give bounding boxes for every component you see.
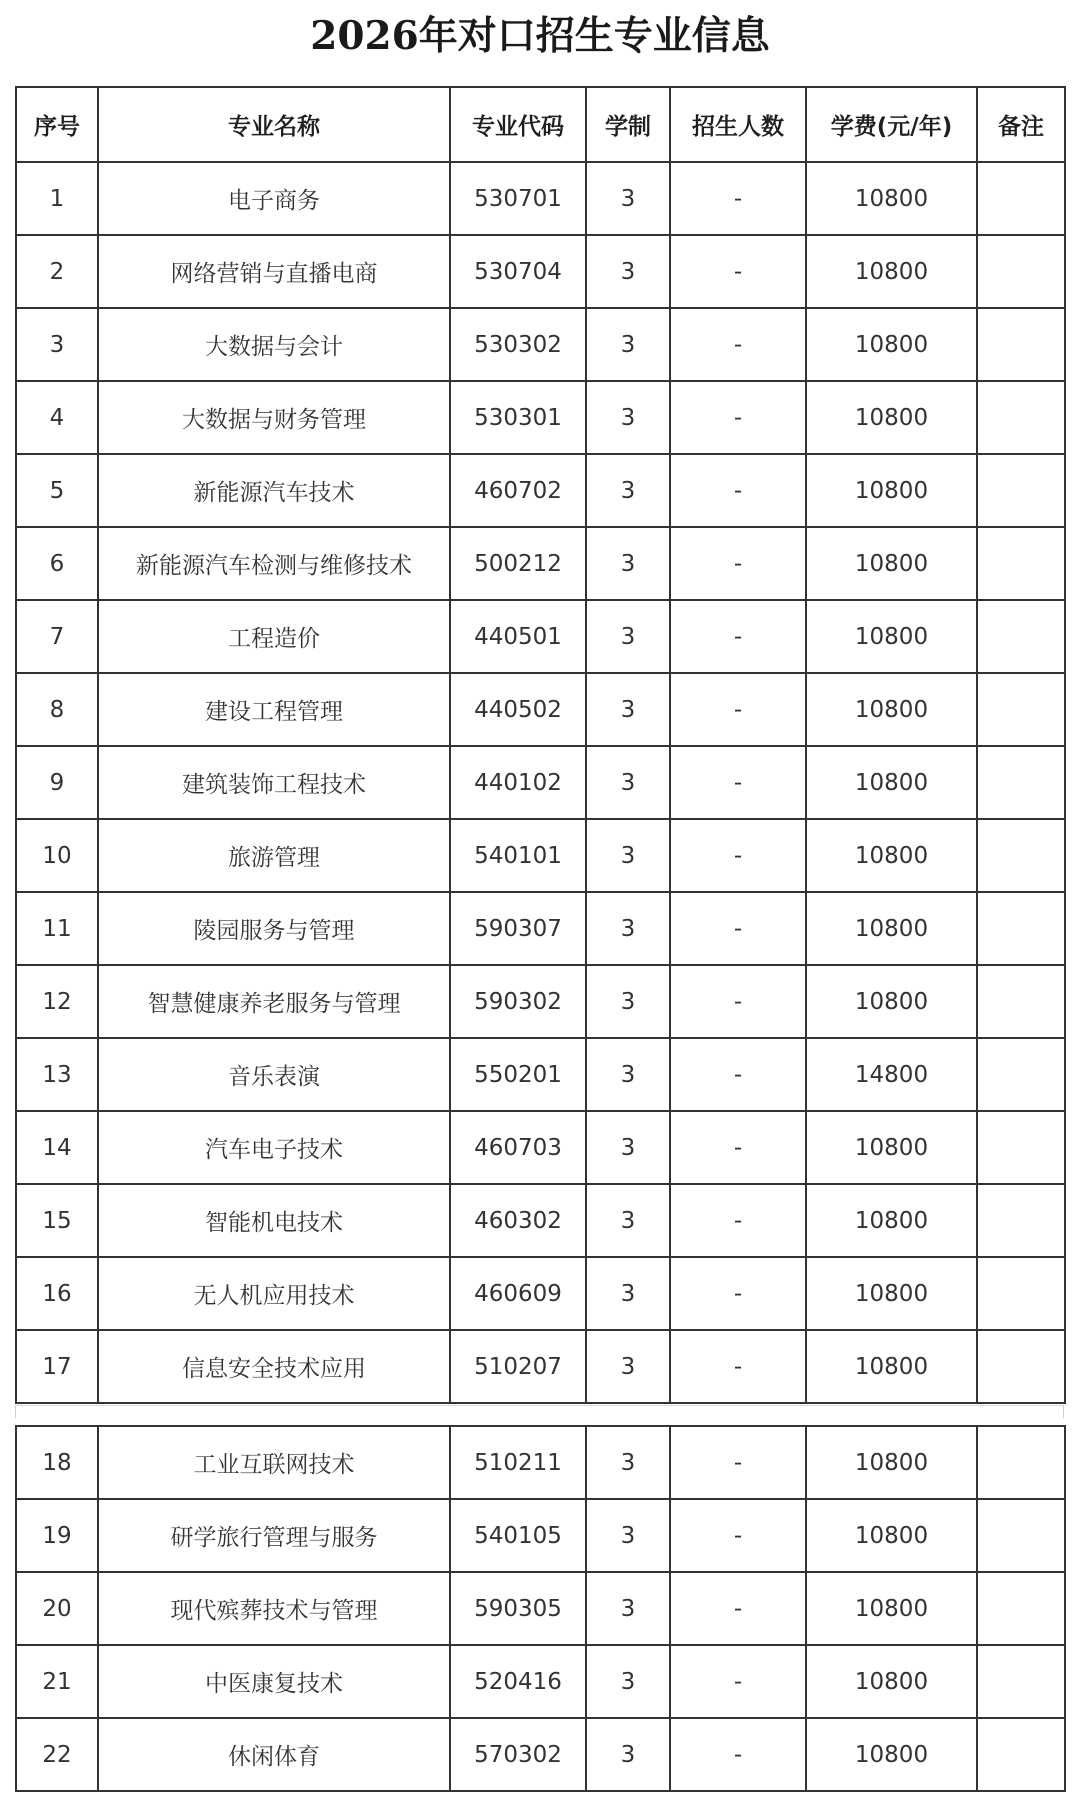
cell-note [977, 381, 1065, 454]
cell-years: 3 [586, 1572, 670, 1645]
cell-enrollment: - [670, 965, 806, 1038]
cell-major-name: 音乐表演 [98, 1038, 450, 1111]
cell-tuition: 10800 [806, 162, 977, 235]
cell-no: 4 [16, 381, 98, 454]
cell-note [977, 965, 1065, 1038]
table-row [16, 1038, 1065, 1111]
cell-major-code: 440501 [450, 600, 586, 673]
cell-major-name: 现代殡葬技术与管理 [98, 1572, 450, 1645]
table-row [16, 1426, 1065, 1499]
page-break-mark [15, 1406, 16, 1418]
cell-enrollment: - [670, 1184, 806, 1257]
cell-major-name: 智能机电技术 [98, 1184, 450, 1257]
cell-years: 3 [586, 1184, 670, 1257]
cell-major-code: 460702 [450, 454, 586, 527]
header-cell-enroll: 招生人数 [670, 87, 806, 162]
cell-major-code: 590307 [450, 892, 586, 965]
cell-enrollment: - [670, 1257, 806, 1330]
table-row [16, 1718, 1065, 1791]
header-cell-years: 学制 [586, 87, 670, 162]
header-cell-name: 专业名称 [98, 87, 450, 162]
cell-note [977, 1426, 1065, 1499]
cell-tuition: 10800 [806, 1184, 977, 1257]
page-title: 2026年对口招生专业信息 [310, 13, 770, 59]
cell-enrollment: - [670, 892, 806, 965]
cell-major-name: 网络营销与直播电商 [98, 235, 450, 308]
cell-no: 16 [16, 1257, 98, 1330]
table-row [16, 892, 1065, 965]
cell-years: 3 [586, 600, 670, 673]
cell-major-code: 520416 [450, 1645, 586, 1718]
cell-no: 1 [16, 162, 98, 235]
cell-enrollment: - [670, 1111, 806, 1184]
cell-tuition: 10800 [806, 600, 977, 673]
cell-years: 3 [586, 1645, 670, 1718]
cell-tuition: 10800 [806, 673, 977, 746]
cell-no: 22 [16, 1718, 98, 1791]
table-row [16, 381, 1065, 454]
cell-major-code: 530704 [450, 235, 586, 308]
cell-years: 3 [586, 1111, 670, 1184]
cell-note [977, 308, 1065, 381]
cell-tuition: 14800 [806, 1038, 977, 1111]
header-cell-fee: 学费(元/年) [806, 87, 977, 162]
cell-tuition: 10800 [806, 1257, 977, 1330]
cell-no: 7 [16, 600, 98, 673]
cell-no: 6 [16, 527, 98, 600]
cell-tuition: 10800 [806, 527, 977, 600]
cell-note [977, 1038, 1065, 1111]
cell-major-name: 陵园服务与管理 [98, 892, 450, 965]
table-row [16, 965, 1065, 1038]
cell-years: 3 [586, 892, 670, 965]
cell-note [977, 1645, 1065, 1718]
cell-major-code: 460703 [450, 1111, 586, 1184]
table-row [16, 1111, 1065, 1184]
cell-enrollment: - [670, 1572, 806, 1645]
cell-no: 13 [16, 1038, 98, 1111]
cell-note [977, 1572, 1065, 1645]
table-row [16, 1184, 1065, 1257]
cell-years: 3 [586, 527, 670, 600]
cell-note [977, 600, 1065, 673]
cell-major-name: 建设工程管理 [98, 673, 450, 746]
cell-tuition: 10800 [806, 1645, 977, 1718]
header-cell-code: 专业代码 [450, 87, 586, 162]
table-row [16, 1645, 1065, 1718]
cell-tuition: 10800 [806, 965, 977, 1038]
table-row [16, 673, 1065, 746]
cell-years: 3 [586, 381, 670, 454]
cell-note [977, 1718, 1065, 1791]
cell-enrollment: - [670, 746, 806, 819]
cell-major-name: 电子商务 [98, 162, 450, 235]
cell-major-name: 旅游管理 [98, 819, 450, 892]
cell-no: 14 [16, 1111, 98, 1184]
table-row [16, 819, 1065, 892]
cell-no: 18 [16, 1426, 98, 1499]
cell-note [977, 1111, 1065, 1184]
majors-table-continued [15, 1425, 1066, 1792]
cell-major-name: 大数据与会计 [98, 308, 450, 381]
cell-enrollment: - [670, 308, 806, 381]
cell-major-name: 研学旅行管理与服务 [98, 1499, 450, 1572]
cell-major-code: 510211 [450, 1426, 586, 1499]
cell-years: 3 [586, 965, 670, 1038]
cell-major-name: 信息安全技术应用 [98, 1330, 450, 1403]
cell-tuition: 10800 [806, 308, 977, 381]
table-row [16, 1330, 1065, 1403]
cell-no: 19 [16, 1499, 98, 1572]
cell-major-name: 无人机应用技术 [98, 1257, 450, 1330]
table-row [16, 308, 1065, 381]
cell-tuition: 10800 [806, 1111, 977, 1184]
page-break-mark [1063, 1406, 1064, 1418]
cell-tuition: 10800 [806, 819, 977, 892]
cell-tuition: 10800 [806, 1330, 977, 1403]
table-row [16, 1499, 1065, 1572]
cell-tuition: 10800 [806, 1572, 977, 1645]
cell-enrollment: - [670, 1426, 806, 1499]
cell-enrollment: - [670, 1499, 806, 1572]
cell-enrollment: - [670, 600, 806, 673]
table-row [16, 1572, 1065, 1645]
cell-major-code: 500212 [450, 527, 586, 600]
cell-major-code: 530301 [450, 381, 586, 454]
cell-major-name: 建筑装饰工程技术 [98, 746, 450, 819]
table-row [16, 162, 1065, 235]
cell-major-code: 460609 [450, 1257, 586, 1330]
cell-note [977, 673, 1065, 746]
cell-major-code: 570302 [450, 1718, 586, 1791]
cell-major-name: 新能源汽车检测与维修技术 [98, 527, 450, 600]
cell-enrollment: - [670, 1718, 806, 1791]
cell-enrollment: - [670, 454, 806, 527]
cell-tuition: 10800 [806, 1718, 977, 1791]
page-break [15, 1405, 1064, 1426]
cell-no: 9 [16, 746, 98, 819]
cell-major-name: 休闲体育 [98, 1718, 450, 1791]
cell-enrollment: - [670, 235, 806, 308]
table-row [16, 1257, 1065, 1330]
cell-major-name: 大数据与财务管理 [98, 381, 450, 454]
cell-note [977, 1499, 1065, 1572]
cell-years: 3 [586, 1038, 670, 1111]
cell-tuition: 10800 [806, 381, 977, 454]
cell-major-name: 新能源汽车技术 [98, 454, 450, 527]
cell-note [977, 746, 1065, 819]
cell-tuition: 10800 [806, 1426, 977, 1499]
cell-enrollment: - [670, 673, 806, 746]
cell-enrollment: - [670, 1330, 806, 1403]
cell-enrollment: - [670, 819, 806, 892]
cell-years: 3 [586, 308, 670, 381]
cell-major-code: 440502 [450, 673, 586, 746]
cell-major-code: 510207 [450, 1330, 586, 1403]
cell-years: 3 [586, 1499, 670, 1572]
cell-enrollment: - [670, 527, 806, 600]
cell-major-code: 460302 [450, 1184, 586, 1257]
cell-tuition: 10800 [806, 454, 977, 527]
cell-note [977, 454, 1065, 527]
cell-major-code: 590302 [450, 965, 586, 1038]
cell-major-name: 智慧健康养老服务与管理 [98, 965, 450, 1038]
table-row [16, 746, 1065, 819]
cell-note [977, 1330, 1065, 1403]
cell-no: 8 [16, 673, 98, 746]
cell-years: 3 [586, 1426, 670, 1499]
table-row [16, 600, 1065, 673]
cell-enrollment: - [670, 1038, 806, 1111]
cell-major-code: 540101 [450, 819, 586, 892]
cell-years: 3 [586, 673, 670, 746]
cell-major-name: 工业互联网技术 [98, 1426, 450, 1499]
cell-no: 21 [16, 1645, 98, 1718]
cell-enrollment: - [670, 1645, 806, 1718]
cell-years: 3 [586, 1330, 670, 1403]
cell-tuition: 10800 [806, 1499, 977, 1572]
cell-no: 2 [16, 235, 98, 308]
cell-major-name: 汽车电子技术 [98, 1111, 450, 1184]
cell-years: 3 [586, 162, 670, 235]
cell-note [977, 892, 1065, 965]
table-row [16, 527, 1065, 600]
cell-tuition: 10800 [806, 746, 977, 819]
cell-major-code: 550201 [450, 1038, 586, 1111]
cell-years: 3 [586, 454, 670, 527]
cell-tuition: 10800 [806, 892, 977, 965]
cell-note [977, 1184, 1065, 1257]
cell-years: 3 [586, 819, 670, 892]
cell-no: 20 [16, 1572, 98, 1645]
cell-note [977, 819, 1065, 892]
cell-tuition: 10800 [806, 235, 977, 308]
majors-table [15, 86, 1066, 1404]
table-row [16, 235, 1065, 308]
table-row [16, 454, 1065, 527]
header-row [16, 87, 1065, 162]
cell-major-name: 中医康复技术 [98, 1645, 450, 1718]
cell-major-code: 530302 [450, 308, 586, 381]
header-cell-no: 序号 [16, 87, 98, 162]
cell-no: 5 [16, 454, 98, 527]
cell-years: 3 [586, 746, 670, 819]
cell-note [977, 162, 1065, 235]
cell-no: 12 [16, 965, 98, 1038]
cell-note [977, 1257, 1065, 1330]
cell-years: 3 [586, 1257, 670, 1330]
cell-enrollment: - [670, 381, 806, 454]
cell-years: 3 [586, 235, 670, 308]
cell-major-code: 530701 [450, 162, 586, 235]
cell-major-name: 工程造价 [98, 600, 450, 673]
cell-no: 11 [16, 892, 98, 965]
cell-enrollment: - [670, 162, 806, 235]
cell-no: 10 [16, 819, 98, 892]
cell-no: 3 [16, 308, 98, 381]
cell-major-code: 440102 [450, 746, 586, 819]
cell-no: 15 [16, 1184, 98, 1257]
header-cell-note: 备注 [977, 87, 1065, 162]
cell-note [977, 235, 1065, 308]
cell-years: 3 [586, 1718, 670, 1791]
cell-no: 17 [16, 1330, 98, 1403]
cell-note [977, 527, 1065, 600]
cell-major-code: 590305 [450, 1572, 586, 1645]
cell-major-code: 540105 [450, 1499, 586, 1572]
